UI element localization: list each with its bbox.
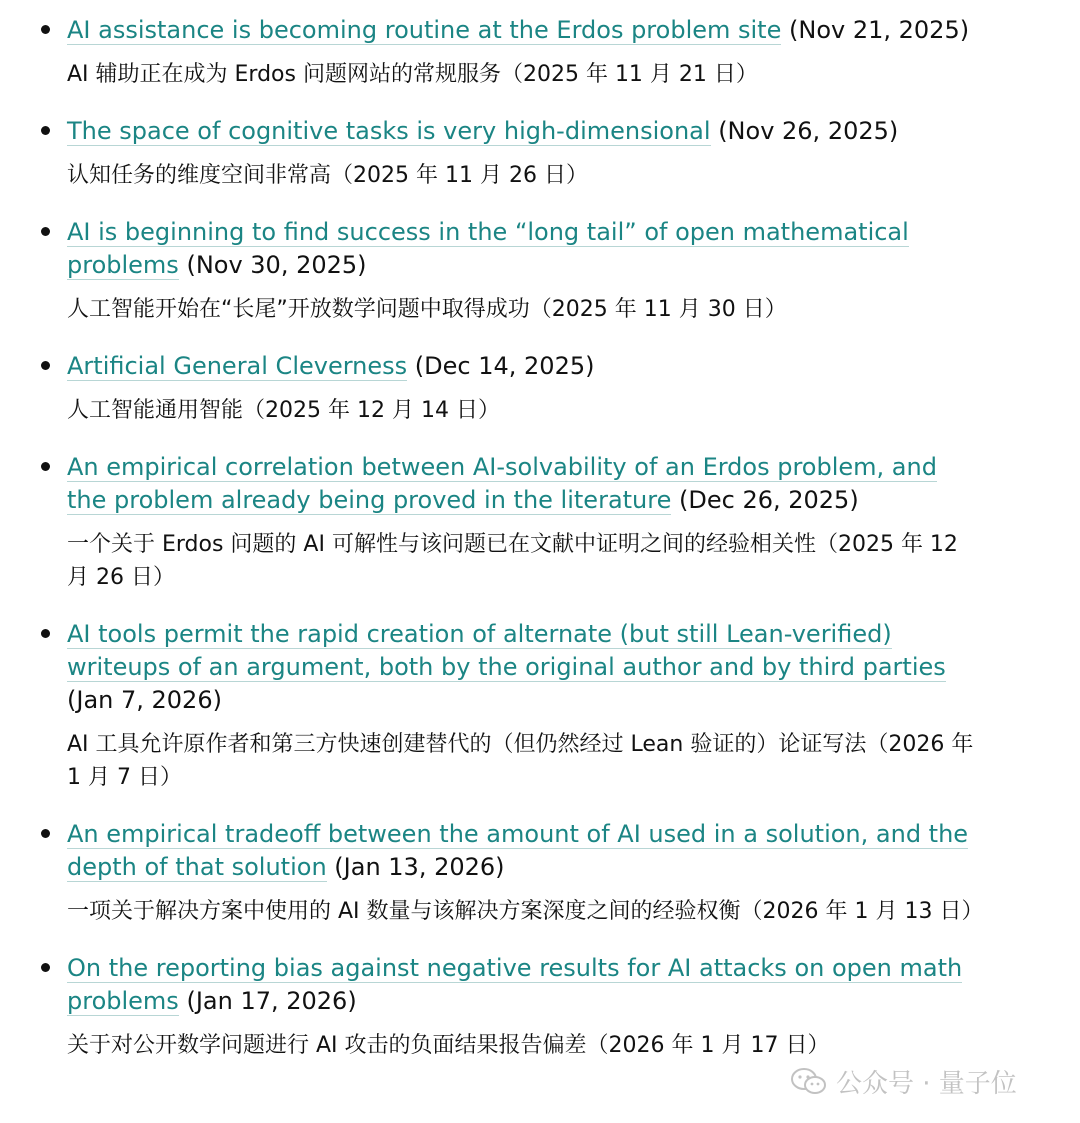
post-date: (Nov 26, 2025) bbox=[718, 117, 899, 145]
post-title-line bbox=[67, 618, 977, 717]
bullet-icon bbox=[41, 126, 50, 135]
bullet-icon bbox=[41, 227, 50, 236]
wechat-icon bbox=[790, 1067, 828, 1097]
post-title-line bbox=[67, 451, 977, 517]
bullet-icon bbox=[41, 361, 50, 370]
post-translation: AI 辅助正在成为 Erdos 问题网站的常规服务（2025 年 11 月 21 日） bbox=[67, 62, 758, 87]
post-translation: 人工智能通用智能（2025 年 12 月 14 日） bbox=[67, 398, 500, 423]
post-link[interactable]: On the reporting bias against negative results for AI attacks on open math problems bbox=[67, 954, 963, 1015]
post-translation: 一项关于解决方案中使用的 AI 数量与该解决方案深度之间的经验权衡（2026 年 1 月 13 日） bbox=[67, 899, 984, 924]
post-date: (Nov 21, 2025) bbox=[789, 16, 970, 44]
post-link[interactable]: AI is beginning to find success in the “long tail” of open mathematical problems bbox=[67, 218, 909, 279]
bullet-icon bbox=[41, 963, 50, 972]
list-item bbox=[0, 115, 1080, 192]
post-title-line bbox=[67, 216, 977, 282]
post-date: (Nov 30, 2025) bbox=[186, 251, 367, 279]
bullet-icon bbox=[41, 462, 50, 471]
post-link[interactable]: Artificial General Cleverness bbox=[67, 352, 408, 380]
list-item bbox=[0, 350, 1080, 427]
post-link[interactable]: The space of cognitive tasks is very high-dimensional bbox=[67, 117, 711, 145]
post-link[interactable]: AI assistance is becoming routine at the Erdos problem site bbox=[67, 16, 782, 44]
watermark bbox=[790, 1063, 1017, 1100]
post-translation: 认知任务的维度空间非常高（2025 年 11 月 26 日） bbox=[67, 163, 588, 188]
list-item bbox=[0, 216, 1080, 326]
post-translation: 人工智能开始在“长尾”开放数学问题中取得成功（2025 年 11 月 30 日） bbox=[67, 297, 787, 322]
list-item bbox=[0, 14, 1080, 91]
post-title-line bbox=[67, 115, 977, 148]
post-date: (Jan 13, 2026) bbox=[334, 853, 505, 881]
post-title-line bbox=[67, 14, 977, 47]
list-item bbox=[0, 451, 1080, 594]
post-link[interactable]: An empirical tradeoff between the amount of AI used in a solution, and the depth of that solution bbox=[67, 820, 969, 881]
bullet-icon bbox=[41, 25, 50, 34]
post-title-line bbox=[67, 350, 977, 383]
post-translation: AI 工具允许原作者和第三方快速创建替代的（但仍然经过 Lean 验证的）论证写法（2026 年 1 月 7 日） bbox=[67, 732, 974, 790]
post-date: (Dec 26, 2025) bbox=[679, 486, 859, 514]
post-translation: 一个关于 Erdos 问题的 AI 可解性与该问题已在文献中证明之间的经验相关性（2025 年 12 月 26 日） bbox=[67, 532, 958, 590]
post-date: (Jan 7, 2026) bbox=[67, 686, 222, 714]
post-date: (Jan 17, 2026) bbox=[186, 987, 357, 1015]
post-title-line bbox=[67, 952, 977, 1018]
post-date: (Dec 14, 2025) bbox=[414, 352, 595, 380]
list-item bbox=[0, 618, 1080, 794]
post-link[interactable]: An empirical correlation between AI-solvability of an Erdos problem, and the problem already being proved in the literature bbox=[67, 453, 937, 514]
bullet-icon bbox=[41, 629, 50, 638]
watermark-text: 公众号 · 量子位 bbox=[836, 1069, 1017, 1099]
post-translation: 关于对公开数学问题进行 AI 攻击的负面结果报告偏差（2026 年 1 月 17 日） bbox=[67, 1033, 830, 1058]
post-title-line bbox=[67, 818, 977, 884]
list-item bbox=[0, 818, 1080, 928]
post-link[interactable]: AI tools permit the rapid creation of alternate (but still Lean-verified) writeups of an argument, both by the original author and by third parties bbox=[67, 620, 946, 681]
list-item bbox=[0, 952, 1080, 1062]
bullet-icon bbox=[41, 829, 50, 838]
